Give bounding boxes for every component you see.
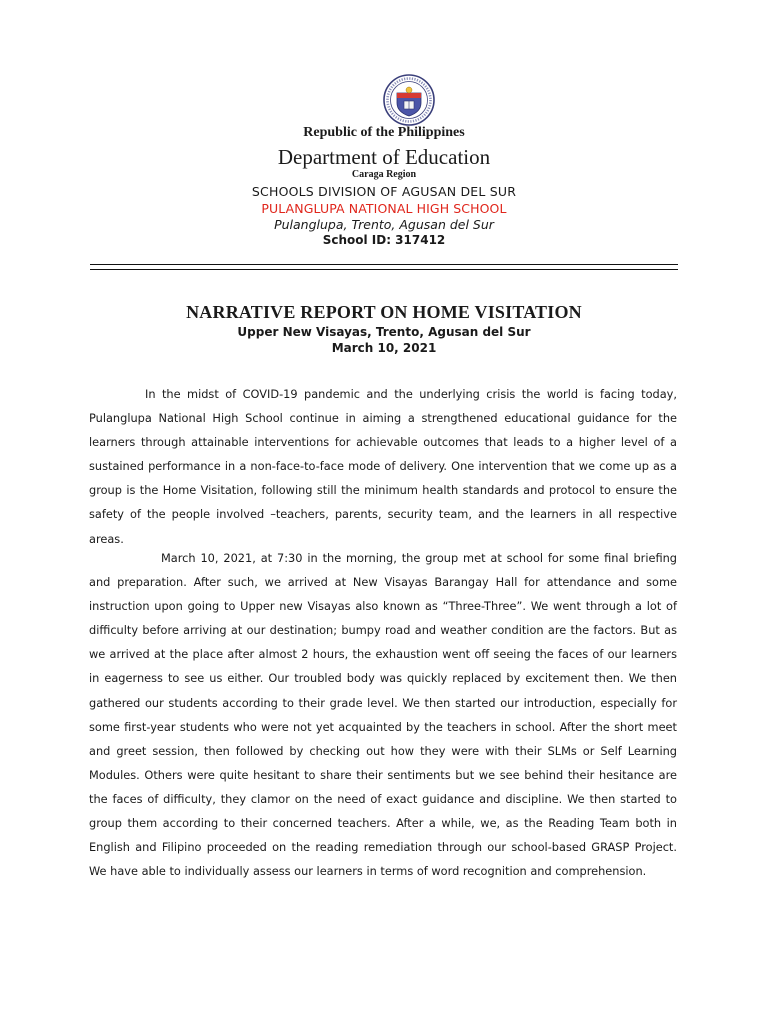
header-divider-top (90, 264, 678, 265)
report-paragraph: March 10, 2021, at 7:30 in the morning, the group met at school for some final briefing and preparation. After such, we arrived at New Visayas Barangay Hall for attendance and some instruction upon going to Upper new Visayas also known as “Three-Three”. We went through a lot of difficulty before arriving at our destination; bumpy road and weather condition are the factors. But as we arrived at the place after almost 2 hours, the exhaustion went off seeing the faces of our learners in eagerness to see us either. Our troubled body was quickly replaced by excitement then. We then gathered our students according to their grade level. We then started our introduction, especially for some first-year students who were not yet acquainted by the teachers in school. After the short meet and greet session, then followed by checking out how they were with their SLMs or Self Learning Modules. Others were quite hesitant to share their sentiments but we see behind their hesitance are the faces of difficulty, they clamor on the need of exact guidance and discipline. We then started to group them according to their concerned teachers. After a while, we, as the Reading Team both in English and Filipino proceeded on the reading remediation through our school-based GRASP Project. We have able to individually assess our learners in terms of word recognition and comprehension. (89, 551, 677, 879)
school-name: PULANGLUPA NATIONAL HIGH SCHOOL (261, 201, 507, 216)
report-date: March 10, 2021 (331, 341, 437, 355)
report-location: Upper New Visayas, Trento, Agusan del Sur (237, 325, 531, 339)
school-address: Pulanglupa, Trento, Agusan del Sur (274, 217, 494, 232)
republic-heading: Republic of the Philippines (303, 125, 465, 140)
header-divider-bottom (90, 269, 678, 270)
school-id: School ID: 317412 (322, 233, 446, 247)
department-heading: Department of Education (277, 145, 491, 169)
report-title: NARRATIVE REPORT ON HOME VISITATION (186, 302, 582, 322)
deped-seal-icon (383, 74, 435, 126)
division-label: SCHOOLS DIVISION OF AGUSAN DEL SUR (251, 184, 517, 199)
region-label: Caraga Region (351, 169, 417, 180)
report-paragraph: In the midst of COVID-19 pandemic and the underlying crisis the world is facing today, Pulanglupa National High School continue in aiming a strengthened educational guidance for the learners through attainable interventions for achievable outcomes that leads to a higher level of a sustained performance in a non-face-to-face mode of delivery. One intervention that we come up as a group is the Home Visitation, following still the minimum health standards and protocol to ensure the safety of the people involved –teachers, parents, security team, and the learners in all respective areas. (89, 387, 677, 546)
